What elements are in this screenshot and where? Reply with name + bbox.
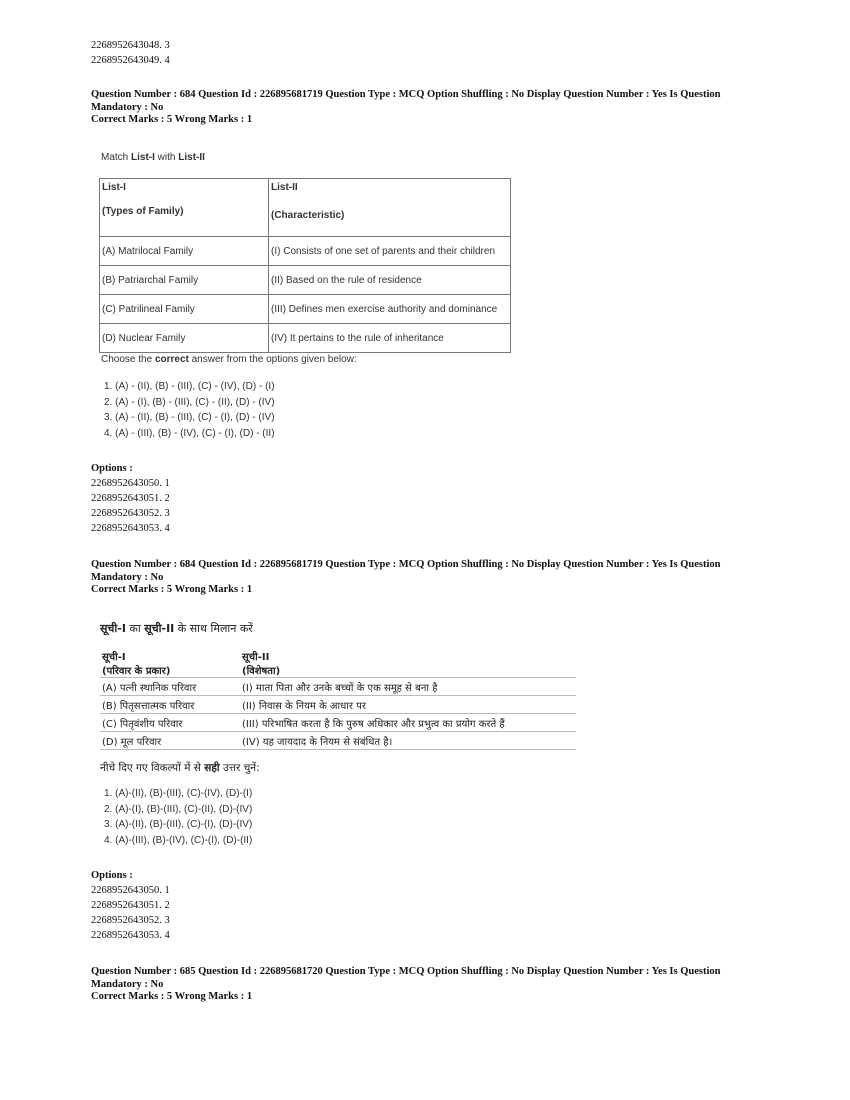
match-instruction [101, 152, 205, 163]
answer-choice: 3. (A) - (II), (B) - (III), (C) - (I), (D) - (IV) [104, 412, 275, 423]
instruction-bold: सही [204, 762, 220, 774]
option-line: 2268952643049. 4 [91, 55, 170, 66]
options-section [91, 461, 170, 536]
option-line: 2268952643048. 3 [91, 40, 170, 51]
question-meta: Question Number : 684 Question Id : 226895681719 Question Type : MCQ Option Shuffling : No Display Question Number : Yes Is Question [91, 559, 721, 570]
table-header-cell [240, 649, 576, 678]
option-line: 2268952643051. 2 [91, 493, 170, 504]
table-cell: (II) Based on the rule of residence [269, 266, 511, 295]
options-section [91, 868, 170, 943]
list1-heading: List-I [102, 182, 126, 193]
table-cell: (C) Patrilineal Family [100, 295, 269, 324]
question-meta: Question Number : 685 Question Id : 226895681720 Question Type : MCQ Option Shuffling : No Display Question Number : Yes Is Question [91, 966, 721, 977]
choose-instruction [100, 761, 260, 775]
table-row [100, 266, 511, 295]
list1-subheading: (परिवार के प्रकार) [102, 666, 171, 677]
question-mandatory: Mandatory : No [91, 571, 164, 583]
option-line: 2268952643052. 3 [91, 915, 170, 926]
instruction-list2: List-II [178, 152, 205, 163]
table-header-row [100, 649, 576, 678]
question-mandatory: Mandatory : No [91, 101, 164, 113]
answer-choice: 1. (A)-(II), (B)-(III), (C)-(IV), (D)-(I) [104, 788, 253, 799]
list1-subheading: (Types of Family) [102, 206, 184, 217]
question-marks: Correct Marks : 5 Wrong Marks : 1 [91, 584, 253, 595]
option-line: 2268952643050. 1 [91, 478, 170, 489]
table-cell: (B) Patriarchal Family [100, 266, 269, 295]
choose-instruction [101, 354, 357, 365]
options-label: Options : [91, 463, 133, 474]
instruction-text: उत्तर चुनें: [219, 762, 260, 774]
table-cell: (III) परिभाषित करता है कि पुरुष अधिकार और प्रभुत्व का प्रयोग करते हैं [240, 714, 576, 732]
table-cell: (I) Consists of one set of parents and their children [269, 237, 511, 266]
question-header [91, 89, 751, 127]
answer-choices [104, 379, 275, 441]
instruction-text: का [125, 622, 145, 635]
option-line: 2268952643051. 2 [91, 900, 170, 911]
instruction-text: Choose the [101, 354, 155, 365]
table-cell: (B) पितृसत्तात्मक परिवार [100, 696, 240, 714]
table-cell: (D) Nuclear Family [100, 324, 269, 353]
question-mandatory: Mandatory : No [91, 978, 164, 990]
table-cell: (A) पत्नी स्थानिक परिवार [100, 678, 240, 696]
question-header [91, 966, 751, 1004]
table-header-cell [100, 649, 240, 678]
answer-choice: 4. (A) - (III), (B) - (IV), (C) - (I), (D) - (II) [104, 427, 275, 439]
table-row [100, 732, 576, 750]
question-marks: Correct Marks : 5 Wrong Marks : 1 [91, 114, 253, 125]
answer-choice: 2. (A)-(I), (B)-(III), (C)-(II), (D)-(IV) [104, 803, 253, 815]
table-cell: (C) पितृवंशीय परिवार [100, 714, 240, 732]
table-row [100, 714, 576, 732]
table-header-cell [269, 179, 511, 237]
table-row [100, 696, 576, 714]
answer-choices [104, 786, 252, 848]
question-header [91, 559, 751, 597]
instruction-list1: List-I [131, 152, 155, 163]
previous-options [91, 38, 170, 68]
instruction-text: नीचे दिए गए विकल्पों में से [100, 762, 205, 774]
option-line: 2268952643053. 4 [91, 523, 170, 534]
list2-subheading: (Characteristic) [271, 210, 345, 221]
table-row [100, 295, 511, 324]
answer-choice: 1. (A) - (II), (B) - (III), (C) - (IV), (D) - (I) [104, 381, 275, 392]
table-cell: (A) Matrilocal Family [100, 237, 269, 266]
match-table [99, 178, 511, 353]
table-cell: (II) निवास के नियम के आधार पर [240, 696, 576, 714]
instruction-list1: सूची-I [100, 622, 126, 635]
instruction-text: Match [101, 152, 132, 163]
table-cell: (I) माता पिता और उनके बच्चों के एक समूह से बना है [240, 678, 576, 696]
option-line: 2268952643050. 1 [91, 885, 170, 896]
list2-heading: List-II [271, 182, 298, 193]
table-cell: (IV) It pertains to the rule of inheritance [269, 324, 511, 353]
table-cell: (D) मूल परिवार [100, 732, 240, 750]
answer-choice: 3. (A)-(II), (B)-(III), (C)-(I), (D)-(IV) [104, 819, 253, 830]
option-line: 2268952643053. 4 [91, 930, 170, 941]
options-label: Options : [91, 870, 133, 881]
list1-heading: सूची-I [102, 652, 126, 663]
instruction-text: with [154, 152, 179, 163]
instruction-bold: correct [154, 354, 189, 365]
table-row [100, 237, 511, 266]
list2-heading: सूची-II [242, 652, 270, 663]
table-row [100, 324, 511, 353]
instruction-text: के साथ मिलान करें [174, 622, 253, 635]
instruction-text: answer from the options given below: [188, 354, 357, 365]
list2-subheading: (विशेषता) [242, 666, 281, 677]
match-instruction [100, 621, 253, 636]
table-cell: (IV) यह जायदाद के नियम से संबंधित है। [240, 732, 576, 750]
option-line: 2268952643052. 3 [91, 508, 170, 519]
question-meta: Question Number : 684 Question Id : 226895681719 Question Type : MCQ Option Shuffling : No Display Question Number : Yes Is Question [91, 89, 721, 100]
table-header-cell [100, 179, 269, 237]
answer-choice: 4. (A)-(III), (B)-(IV), (C)-(I), (D)-(II) [104, 834, 253, 846]
table-cell: (III) Defines men exercise authority and dominance [269, 295, 511, 324]
instruction-list2: सूची-II [144, 622, 175, 635]
match-table [100, 649, 576, 750]
question-marks: Correct Marks : 5 Wrong Marks : 1 [91, 991, 253, 1002]
answer-choice: 2. (A) - (I), (B) - (III), (C) - (II), (D) - (IV) [104, 396, 275, 408]
table-row [100, 678, 576, 696]
table-header-row [100, 179, 511, 237]
